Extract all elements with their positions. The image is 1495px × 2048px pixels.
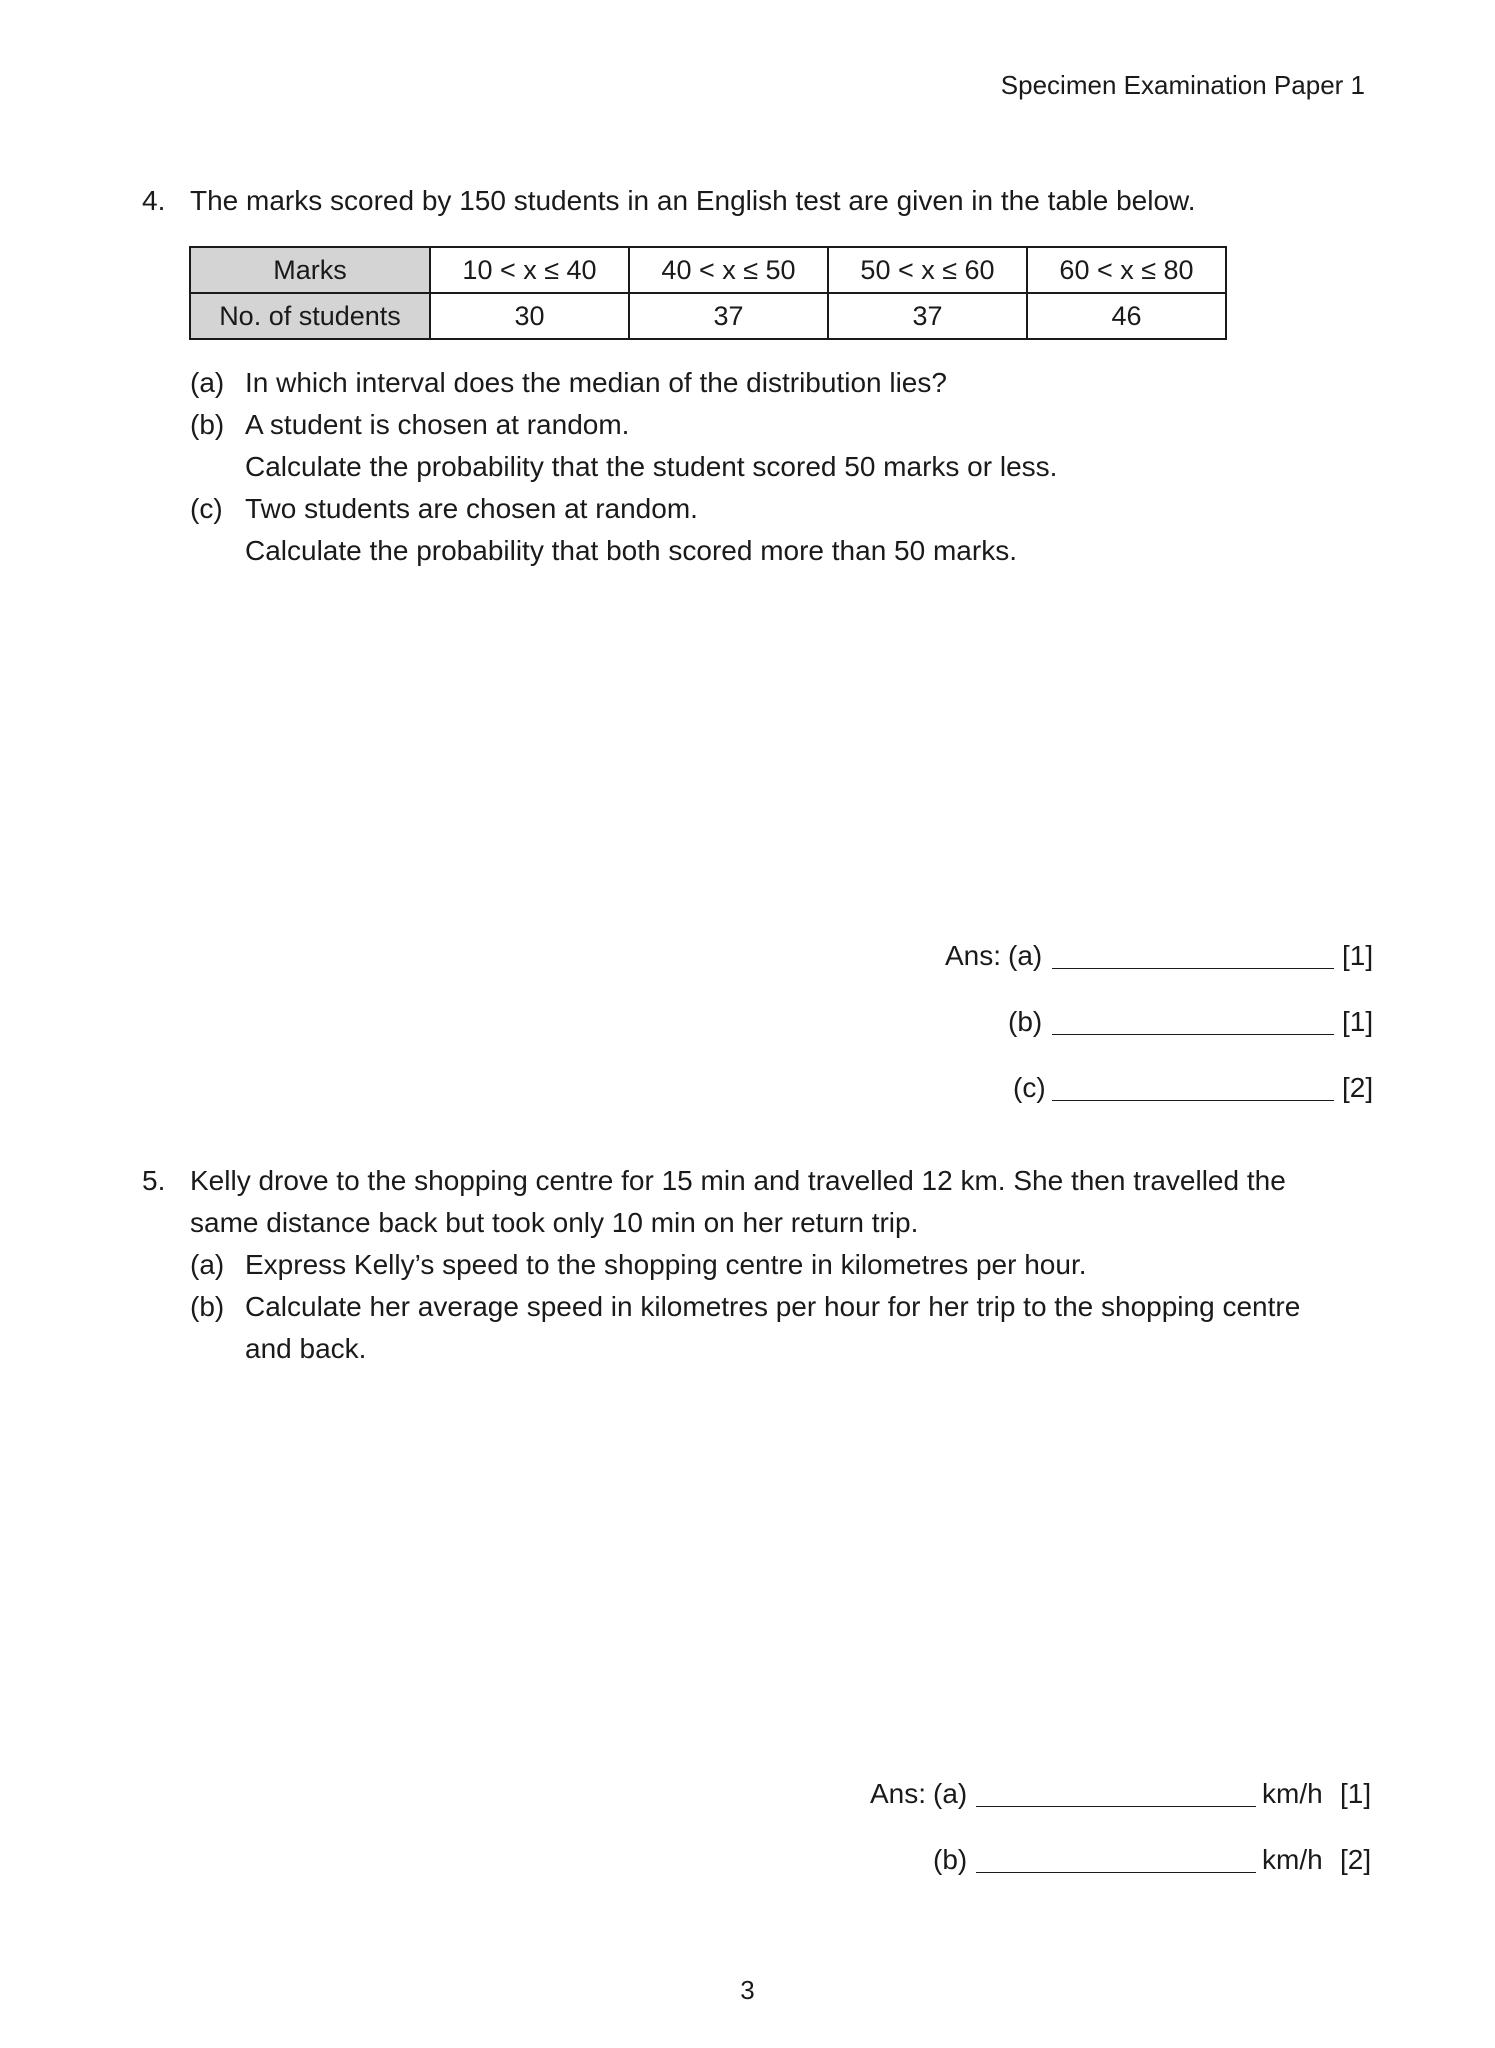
question-5a <box>190 1244 1350 1286</box>
question-4-text: The marks scored by 150 students in an English test are given in the table below. <box>190 185 1196 216</box>
question-4c <box>190 488 1350 572</box>
marks-badge: [1] <box>1342 1006 1374 1037</box>
answer-prefix: Ans: <box>870 1778 927 1809</box>
question-5-number: 5. <box>142 1165 166 1196</box>
question-5-text: Kelly drove to the shopping centre for 15 min and travelled 12 km. She then travelled the <box>190 1165 1286 1196</box>
part-text: Express Kelly’s speed to the shopping centre in kilometres per hour. <box>245 1249 1087 1280</box>
part-text: Calculate the probability that both scored more than 50 marks. <box>245 535 1017 566</box>
answer-prefix: Ans: <box>945 940 1002 971</box>
part-label: (c) <box>190 493 223 524</box>
students-cell: 30 <box>430 293 629 339</box>
part-text: In which interval does the median of the distribution lies? <box>245 367 947 398</box>
question-5b <box>190 1286 1350 1370</box>
part-text: and back. <box>245 1333 367 1364</box>
answer-label: (a) <box>1008 940 1043 971</box>
interval-cell: 40 < x ≤ 50 <box>629 247 828 293</box>
answer-4c-line[interactable] <box>1052 1100 1334 1101</box>
marks-badge: [2] <box>1340 1844 1372 1875</box>
page-header: Specimen Examination Paper 1 <box>1000 70 1365 100</box>
table-row <box>190 293 1226 339</box>
marks-table <box>189 246 1227 340</box>
answer-5b-line[interactable] <box>976 1872 1256 1873</box>
unit-label: km/h <box>1262 1778 1323 1809</box>
marks-badge: [1] <box>1342 940 1374 971</box>
answer-label: (b) <box>933 1844 968 1875</box>
part-label: (b) <box>190 409 225 440</box>
part-text: Calculate her average speed in kilometres per hour for her trip to the shopping centre <box>245 1291 1301 1322</box>
question-5-body <box>190 1160 1350 1370</box>
interval-cell: 60 < x ≤ 80 <box>1027 247 1226 293</box>
marks-badge: [1] <box>1340 1778 1372 1809</box>
students-header-cell: No. of students <box>190 293 430 339</box>
question-4b <box>190 404 1350 488</box>
answer-4b-line[interactable] <box>1052 1034 1334 1035</box>
interval-cell: 10 < x ≤ 40 <box>430 247 629 293</box>
students-cell: 46 <box>1027 293 1226 339</box>
page-number: 3 <box>740 1975 755 2005</box>
part-text: Two students are chosen at random. <box>245 493 698 524</box>
students-cell: 37 <box>828 293 1027 339</box>
part-label: (a) <box>190 367 225 398</box>
answer-label: (b) <box>1008 1006 1043 1037</box>
question-4-number: 4. <box>142 185 166 216</box>
answer-label: (a) <box>933 1778 968 1809</box>
unit-label: km/h <box>1262 1844 1323 1875</box>
part-text: A student is chosen at random. <box>245 409 630 440</box>
students-cell: 37 <box>629 293 828 339</box>
marks-badge: [2] <box>1342 1072 1374 1103</box>
part-label: (b) <box>190 1291 225 1322</box>
question-5-text: same distance back but took only 10 min on her return trip. <box>190 1207 919 1238</box>
answer-label: (c) <box>1013 1072 1046 1103</box>
question-4-parts <box>190 362 1350 572</box>
marks-header-cell: Marks <box>190 247 430 293</box>
answer-5a-line[interactable] <box>976 1806 1256 1807</box>
answer-4a-line[interactable] <box>1052 968 1334 969</box>
interval-cell: 50 < x ≤ 60 <box>828 247 1027 293</box>
part-text: Calculate the probability that the student scored 50 marks or less. <box>245 451 1058 482</box>
question-4a <box>190 362 1350 404</box>
part-label: (a) <box>190 1249 225 1280</box>
table-row <box>190 247 1226 293</box>
